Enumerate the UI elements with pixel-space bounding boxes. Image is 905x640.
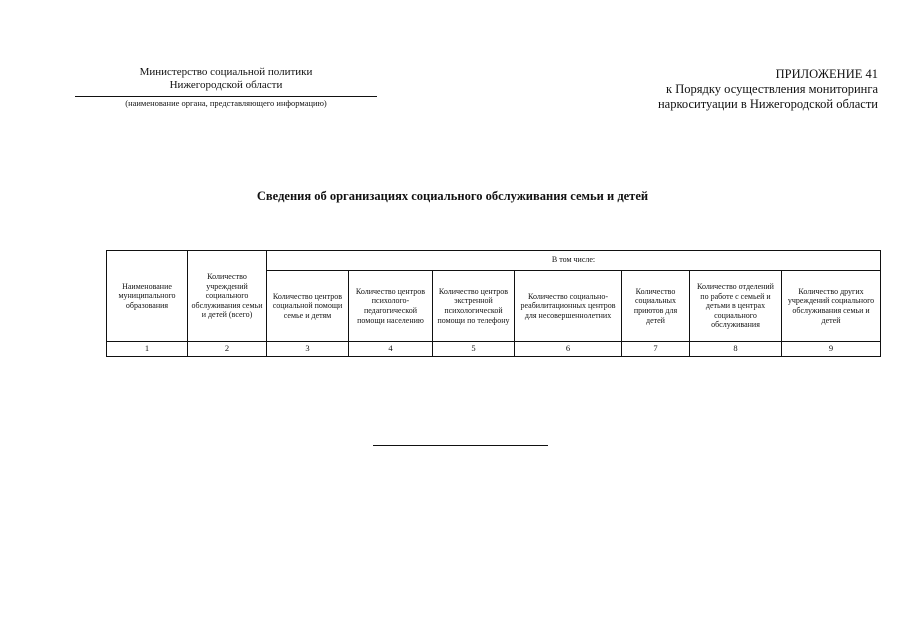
column-number: 3	[267, 342, 349, 357]
organization-name-line1: Министерство социальной политики	[139, 66, 313, 78]
appendix-number: ПРИЛОЖЕНИЕ 41	[775, 67, 878, 81]
header-family-help-centers: Количество центров социальной помощи семье и детям	[267, 271, 349, 342]
header-children-shelters: Количество социальных приютов для детей	[622, 271, 690, 342]
column-number: 7	[622, 342, 690, 357]
appendix-reference-line1: к Порядку осуществления мониторинга	[666, 82, 878, 96]
column-number: 1	[107, 342, 188, 357]
table-header-row	[107, 251, 881, 271]
appendix-reference-line2: наркоситуации в Нижегородской области	[657, 97, 878, 111]
header-hotline-centers: Количество центров экстренной психологической помощи по телефону	[433, 271, 515, 342]
column-number: 9	[782, 342, 881, 357]
column-number-row	[107, 342, 881, 357]
header-total-institutions: Количество учреждений социального обслуживания семьи и детей (всего)	[188, 251, 267, 342]
column-number: 4	[349, 342, 433, 357]
document-title: Сведения об организациях социального обслуживания семьи и детей	[256, 189, 649, 203]
header-municipality: Наименование муниципального образования	[107, 251, 188, 342]
signature-line	[373, 445, 548, 446]
header-psych-pedagogical-centers: Количество центров психолого-педагогической помощи населению	[349, 271, 433, 342]
header-rehabilitation-centers: Количество социально-реабилитационных центров для несовершеннолетних	[515, 271, 622, 342]
report-table	[106, 250, 881, 357]
organization-name-line2: Нижегородской области	[169, 79, 283, 91]
column-number: 2	[188, 342, 267, 357]
reporting-organization-block	[75, 66, 377, 109]
header-including: В том числе:	[267, 251, 881, 271]
appendix-header	[558, 67, 878, 112]
header-other-institutions: Количество других учреждений социального обслуживания семьи и детей	[782, 271, 881, 342]
column-number: 6	[515, 342, 622, 357]
column-number: 5	[433, 342, 515, 357]
organization-underline	[75, 96, 377, 97]
header-family-departments: Количество отделений по работе с семьей и детьми в центрах социального обслуживания	[690, 271, 782, 342]
organization-caption: (наименование органа, представляющего информацию)	[125, 98, 327, 108]
column-number: 8	[690, 342, 782, 357]
